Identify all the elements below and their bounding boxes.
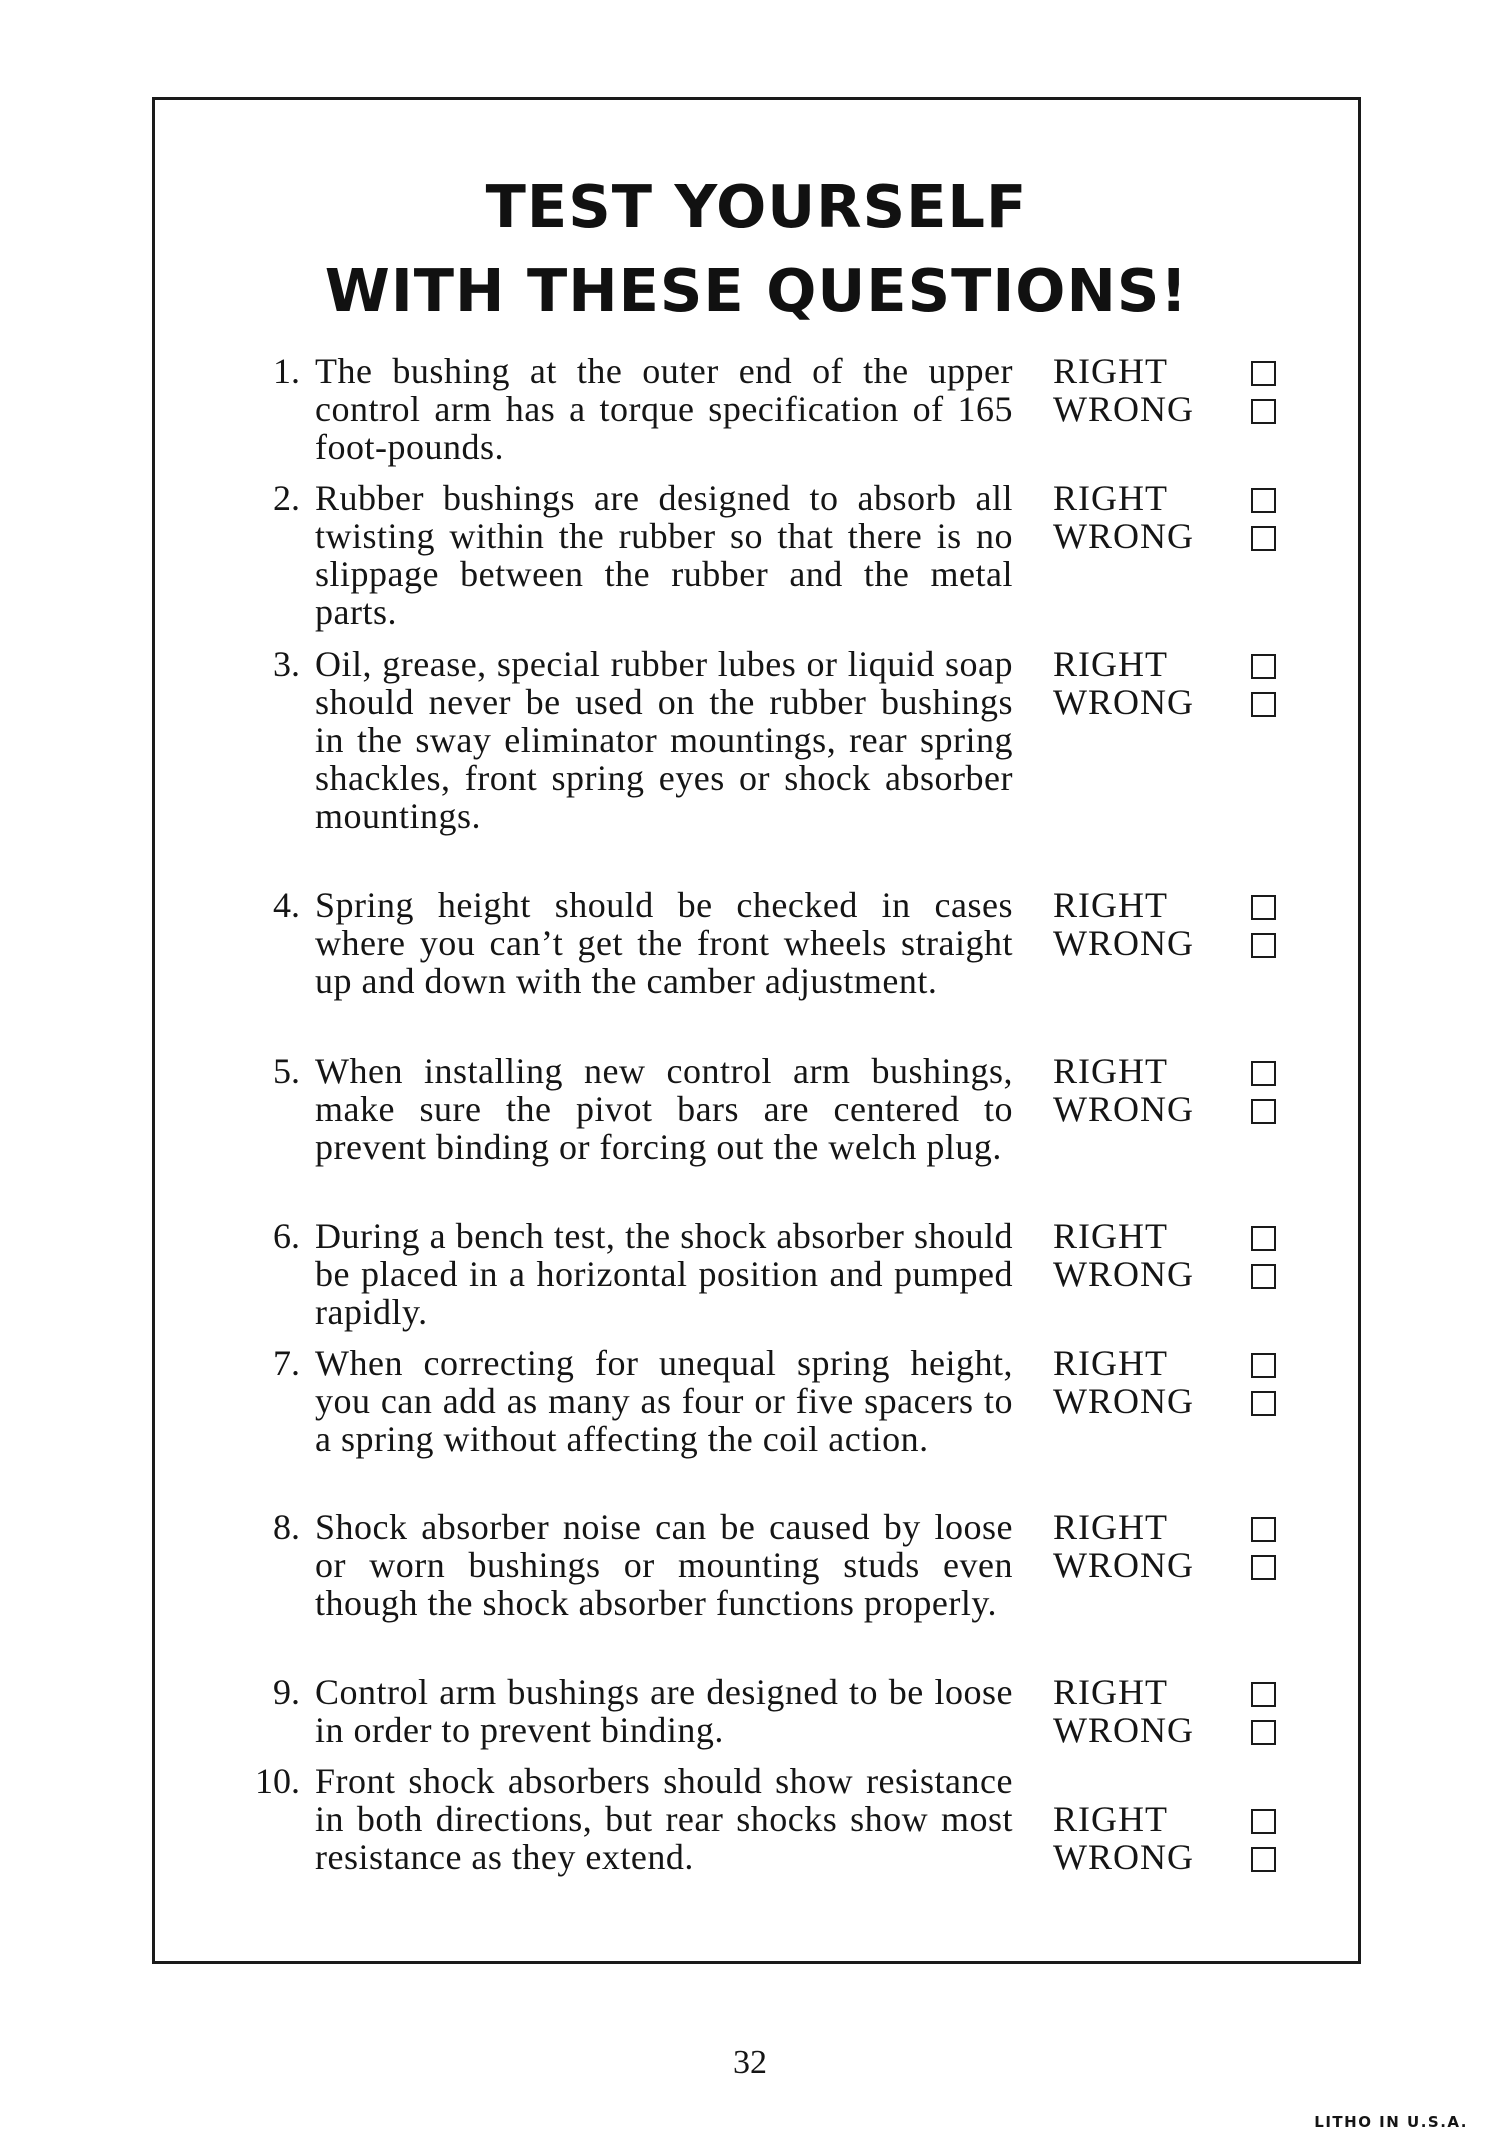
right-label: RIGHT — [1053, 644, 1168, 684]
right-label: RIGHT — [1053, 1051, 1168, 1091]
answer-right[interactable] — [1053, 352, 1283, 390]
right-checkbox[interactable] — [1251, 1682, 1276, 1707]
answer-wrong[interactable] — [1053, 1090, 1283, 1128]
right-label: RIGHT — [1053, 1343, 1168, 1383]
answer-wrong[interactable] — [1053, 924, 1283, 962]
right-label: RIGHT — [1053, 1507, 1168, 1547]
right-checkbox[interactable] — [1251, 361, 1276, 386]
answer-right[interactable] — [1053, 886, 1283, 924]
page-number: 32 — [733, 2044, 767, 2081]
answer-wrong[interactable] — [1053, 683, 1283, 721]
title-line-2: WITH THESE QUESTIONS! — [324, 256, 1189, 325]
answer-wrong[interactable] — [1053, 1382, 1283, 1420]
right-checkbox[interactable] — [1251, 654, 1276, 679]
question-number: 4. — [273, 885, 300, 925]
wrong-label: WRONG — [1053, 516, 1194, 556]
question-text: Shock absorber noise can be caused by loose or worn bushings or mounting studs even though the shock absorber functions properly. — [315, 1507, 1013, 1623]
answer-right[interactable] — [1053, 479, 1283, 517]
wrong-label: WRONG — [1053, 389, 1194, 429]
right-checkbox[interactable] — [1251, 1061, 1276, 1086]
answer-right[interactable] — [1053, 1508, 1283, 1546]
answer-right[interactable] — [1053, 1800, 1283, 1838]
wrong-label: WRONG — [1053, 1545, 1194, 1585]
right-checkbox[interactable] — [1251, 1809, 1276, 1834]
question-number: 8. — [273, 1507, 300, 1547]
wrong-label: WRONG — [1053, 1710, 1194, 1750]
right-label: RIGHT — [1053, 351, 1168, 391]
right-label: RIGHT — [1053, 1672, 1168, 1712]
question-number: 5. — [273, 1051, 300, 1091]
question-text: During a bench test, the shock absorber should be placed in a horizontal position and pumped rapidly. — [315, 1216, 1013, 1332]
right-checkbox[interactable] — [1251, 895, 1276, 920]
question-text: Control arm bushings are designed to be loose in order to prevent binding. — [315, 1672, 1013, 1750]
right-checkbox[interactable] — [1251, 1353, 1276, 1378]
right-label: RIGHT — [1053, 885, 1168, 925]
page-title — [152, 165, 1361, 333]
answer-right[interactable] — [1053, 645, 1283, 683]
answer-wrong[interactable] — [1053, 1711, 1283, 1749]
answer-wrong[interactable] — [1053, 1546, 1283, 1584]
wrong-label: WRONG — [1053, 1837, 1194, 1877]
question-text: Front shock absorbers should show resistance in both directions, but rear shocks show most resistance as they extend. — [315, 1761, 1013, 1877]
question-number: 3. — [273, 644, 300, 684]
question-number: 1. — [273, 351, 300, 391]
question-text: When installing new control arm bushings, make sure the pivot bars are centered to prevent binding or forcing out the welch plug. — [315, 1051, 1013, 1167]
wrong-checkbox[interactable] — [1251, 1391, 1276, 1416]
answer-right[interactable] — [1053, 1673, 1283, 1711]
wrong-label: WRONG — [1053, 923, 1194, 963]
answer-right[interactable] — [1053, 1344, 1283, 1382]
printer-imprint: LITHO IN U.S.A. — [1314, 2113, 1468, 2131]
question-text: Spring height should be checked in cases where you can’t get the front wheels straight up and down with the camber adjustment. — [315, 885, 1013, 1001]
right-checkbox[interactable] — [1251, 1517, 1276, 1542]
wrong-checkbox[interactable] — [1251, 692, 1276, 717]
right-checkbox[interactable] — [1251, 488, 1276, 513]
question-text: The bushing at the outer end of the upper control arm has a torque specification of 165 foot-pounds. — [315, 351, 1013, 467]
question-number: 6. — [273, 1216, 300, 1256]
answer-right[interactable] — [1053, 1052, 1283, 1090]
answer-wrong[interactable] — [1053, 390, 1283, 428]
wrong-checkbox[interactable] — [1251, 399, 1276, 424]
wrong-checkbox[interactable] — [1251, 526, 1276, 551]
right-checkbox[interactable] — [1251, 1226, 1276, 1251]
answer-wrong[interactable] — [1053, 517, 1283, 555]
right-label: RIGHT — [1053, 1799, 1168, 1839]
question-number: 7. — [273, 1343, 300, 1383]
wrong-checkbox[interactable] — [1251, 1720, 1276, 1745]
wrong-checkbox[interactable] — [1251, 1847, 1276, 1872]
answer-right[interactable] — [1053, 1217, 1283, 1255]
wrong-checkbox[interactable] — [1251, 933, 1276, 958]
question-text: Rubber bushings are designed to absorb all twisting within the rubber so that there is no slippage between the rubber and the metal parts. — [315, 478, 1013, 632]
question-text: When correcting for unequal spring height, you can add as many as four or five spacers to a spring without affecting the coil action. — [315, 1343, 1013, 1459]
wrong-label: WRONG — [1053, 1254, 1194, 1294]
wrong-label: WRONG — [1053, 1381, 1194, 1421]
question-number: 10. — [255, 1761, 300, 1801]
answer-wrong[interactable] — [1053, 1838, 1283, 1876]
right-label: RIGHT — [1053, 1216, 1168, 1256]
answer-wrong[interactable] — [1053, 1255, 1283, 1293]
right-label: RIGHT — [1053, 478, 1168, 518]
question-number: 9. — [273, 1672, 300, 1712]
wrong-checkbox[interactable] — [1251, 1555, 1276, 1580]
wrong-checkbox[interactable] — [1251, 1264, 1276, 1289]
question-text: Oil, grease, special rubber lubes or liquid soap should never be used on the rubber bushings in the sway eliminator mountings, rear spring shackles, front spring eyes or shock absorber mountings. — [315, 644, 1013, 836]
title-line-1: TEST YOURSELF — [485, 172, 1028, 241]
question-number: 2. — [273, 478, 300, 518]
wrong-label: WRONG — [1053, 1089, 1194, 1129]
wrong-label: WRONG — [1053, 682, 1194, 722]
wrong-checkbox[interactable] — [1251, 1099, 1276, 1124]
